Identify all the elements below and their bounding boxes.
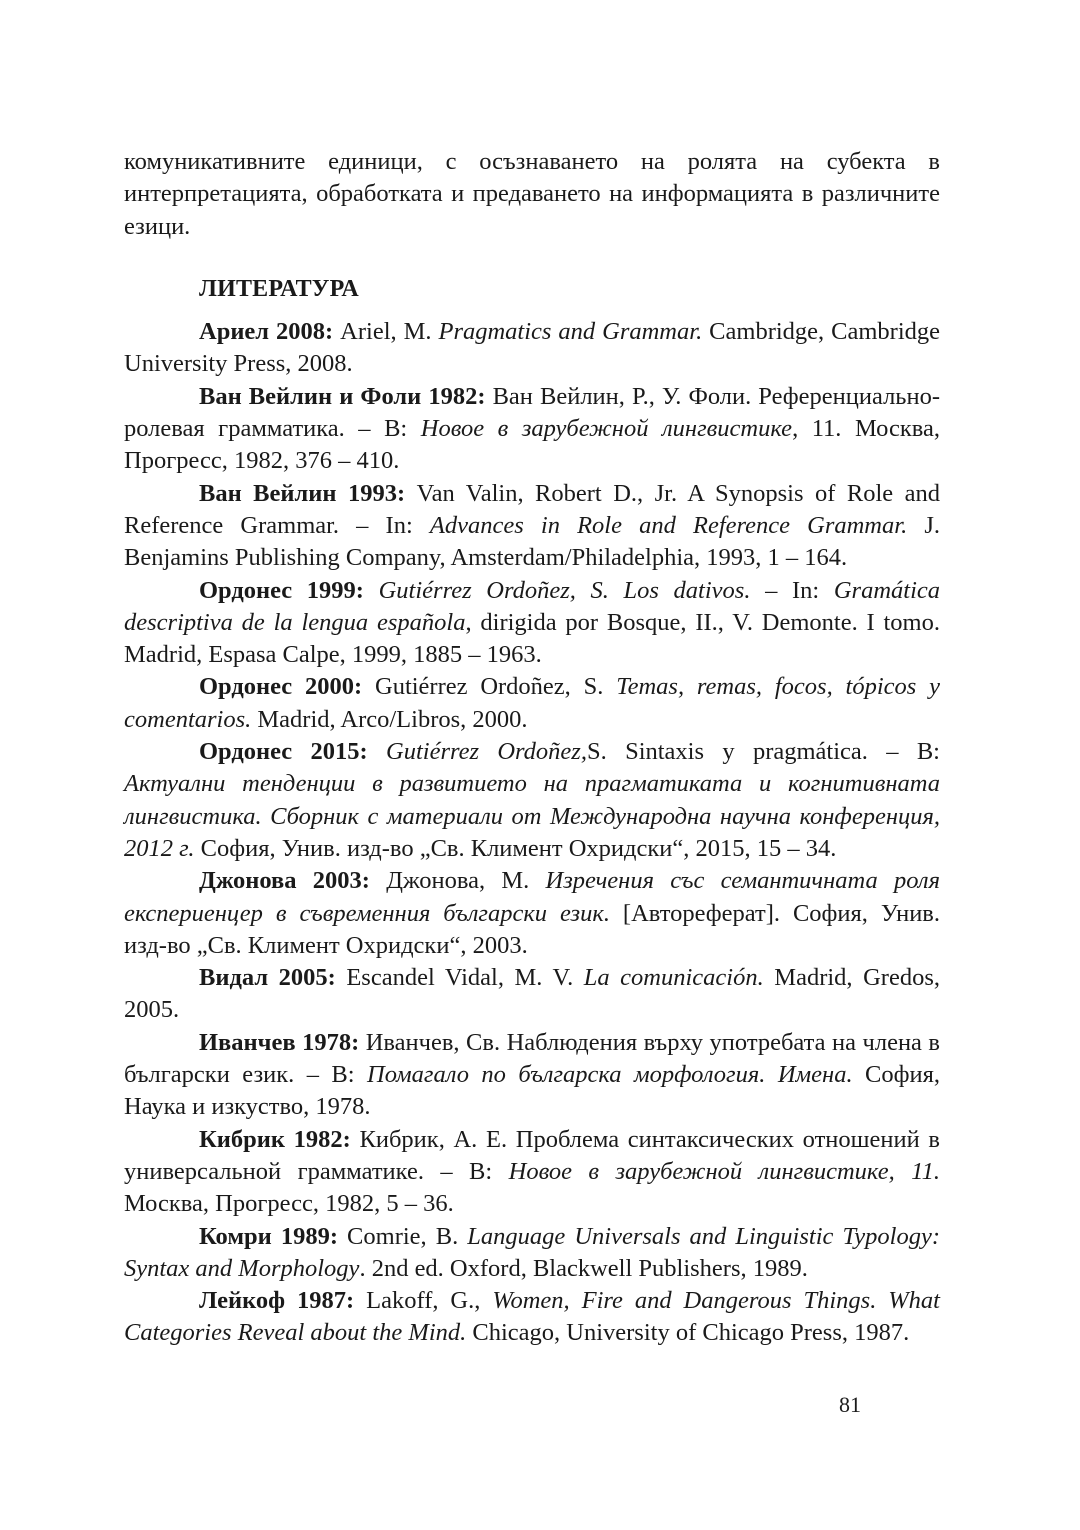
bibliography-heading: ЛИТЕРАТУРА (199, 275, 359, 302)
reference-key: Лейкоф 1987: (199, 1287, 355, 1315)
reference-key: Кибрик 1982: (199, 1125, 351, 1153)
reference-text (364, 577, 379, 604)
reference-text: J. Benjamins Publishing Company, Amsterdam/Philadelphia, 1993, 1 – 164. (124, 511, 940, 572)
reference-text: , 11. Москва, Прогресс, 1982, 376 – 410. (124, 415, 941, 475)
reference-key: Джонова 2003: (199, 867, 370, 895)
reference-key: Ван Вейлин 1993: (199, 479, 406, 507)
reference-text: Cambridge, Cambridge University Press, 2008. (124, 318, 940, 378)
reference-key: Ордонес 2000: (199, 673, 363, 701)
reference-text: Van Valin, Robert D., Jr. A Synopsis of Role and Reference Grammar. – In: (124, 479, 940, 539)
page-body (124, 146, 940, 1350)
reference-entry (124, 1124, 940, 1221)
reference-entry (124, 478, 940, 575)
intro-paragraph: комуникативните единици, с осъзнаването на ролята на субекта в интерпретацията, обработката и предаването на информацията в различните езици. (124, 148, 940, 240)
reference-text: Escandel Vidal, M. V. (335, 964, 584, 992)
reference-text: Chicago, University of Chicago Press, 1987. (466, 1319, 910, 1347)
page-number: 81 (839, 1392, 861, 1417)
reference-title: Gramática descriptiva de la lengua española (124, 576, 941, 636)
reference-entry (124, 1221, 940, 1286)
reference-entry (124, 671, 940, 736)
reference-text: София, Наука и изкуство, 1978. (124, 1061, 941, 1121)
reference-text: Ван Вейлин, Р., У. Фоли. Референциально-ролевая грамматика. – В: (124, 382, 940, 443)
reference-key: Комри 1989: (199, 1222, 338, 1250)
reference-text: София, Унив. изд-во „Св. Климент Охридски“, 2015, 15 – 34. (194, 834, 837, 862)
reference-entry (124, 316, 940, 381)
reference-entry (124, 962, 940, 1027)
reference-title: Актуални тенденции в развитието на прагматиката и когнитивната лингвистика. Сборник с материали от Международна научна конференция, 2012 г. (124, 770, 940, 862)
reference-entry (124, 865, 940, 962)
reference-text: Джонова, М. (369, 867, 546, 895)
reference-title: Temas, remas, focos, tópicos y comentarios. (124, 673, 941, 733)
reference-text (368, 738, 386, 765)
reference-text: Иванчев, Св. Наблюдения върху употребата на члена в български език. – В: (124, 1028, 940, 1089)
reference-title: Advances in Role and Reference Grammar. (429, 511, 908, 539)
reference-text: . 2nd ed. Oxford, Blackwell Publishers, 1989. (359, 1254, 808, 1282)
reference-entry (124, 1285, 940, 1350)
reference-entry (124, 381, 940, 478)
reference-title: Pragmatics and Grammar. (438, 318, 703, 346)
reference-text: S. Sintaxis y pragmática. – В: (586, 738, 940, 766)
reference-key: Иванчев 1978: (199, 1028, 360, 1056)
reference-title: Gutiérrez Ordoñez, (386, 738, 587, 766)
reference-text: Madrid, Arco/Libros, 2000. (251, 705, 528, 733)
reference-title: La comunicación. (583, 964, 764, 992)
reference-text: Ariel, M. (333, 318, 439, 346)
reference-key: Видал 2005: (199, 964, 336, 992)
reference-text: Gutiérrez Ordoñez, S. (362, 673, 617, 701)
reference-text: [Автореферат]. София, Унив. изд-во „Св. Климент Охридски“, 2003. (124, 899, 940, 959)
reference-text: Кибрик, А. Е. Проблема синтаксических отношений в универсальной грамматике. – В: (124, 1125, 940, 1185)
reference-text: , dirigida por Bosque, II., V. Demonte. I tomo. Madrid, Espasa Calpe, 1999, 1885 – 1963. (124, 608, 940, 669)
reference-title: Gutiérrez Ordoñez, S. Los dativos. (378, 576, 751, 604)
reference-key: Ариел 2008: (199, 318, 334, 346)
reference-title: Новое в зарубежной лингвистике (420, 415, 793, 443)
reference-title: Изречения със семантичната роля експериенцер в съвременния български език. (124, 867, 941, 927)
reference-title: Новое в зарубежной лингвистике, 11. (508, 1157, 940, 1185)
reference-title: Language Universals and Linguistic Typology: Syntax and Morphology (124, 1222, 940, 1282)
reference-text: Москва, Прогресс, 1982, 5 – 36. (124, 1190, 454, 1218)
reference-text: Comrie, B. (337, 1222, 468, 1250)
reference-entry (124, 736, 940, 865)
reference-key: Ордонес 2015: (199, 738, 368, 766)
reference-entry (124, 575, 940, 672)
reference-title: Помагало по българска морфология. Имена. (367, 1061, 853, 1089)
reference-title: Women, Fire and Dangerous Things. What Categories Reveal about the Mind. (124, 1287, 940, 1347)
reference-entry (124, 1027, 940, 1124)
reference-text: Madrid, Gredos, 2005. (124, 964, 940, 1024)
reference-key: Ван Вейлин и Фоли 1982: (199, 382, 486, 410)
reference-text: – In: (750, 576, 834, 604)
reference-text: Lakoff, G., (354, 1287, 493, 1315)
reference-key: Ордонес 1999: (199, 576, 364, 604)
